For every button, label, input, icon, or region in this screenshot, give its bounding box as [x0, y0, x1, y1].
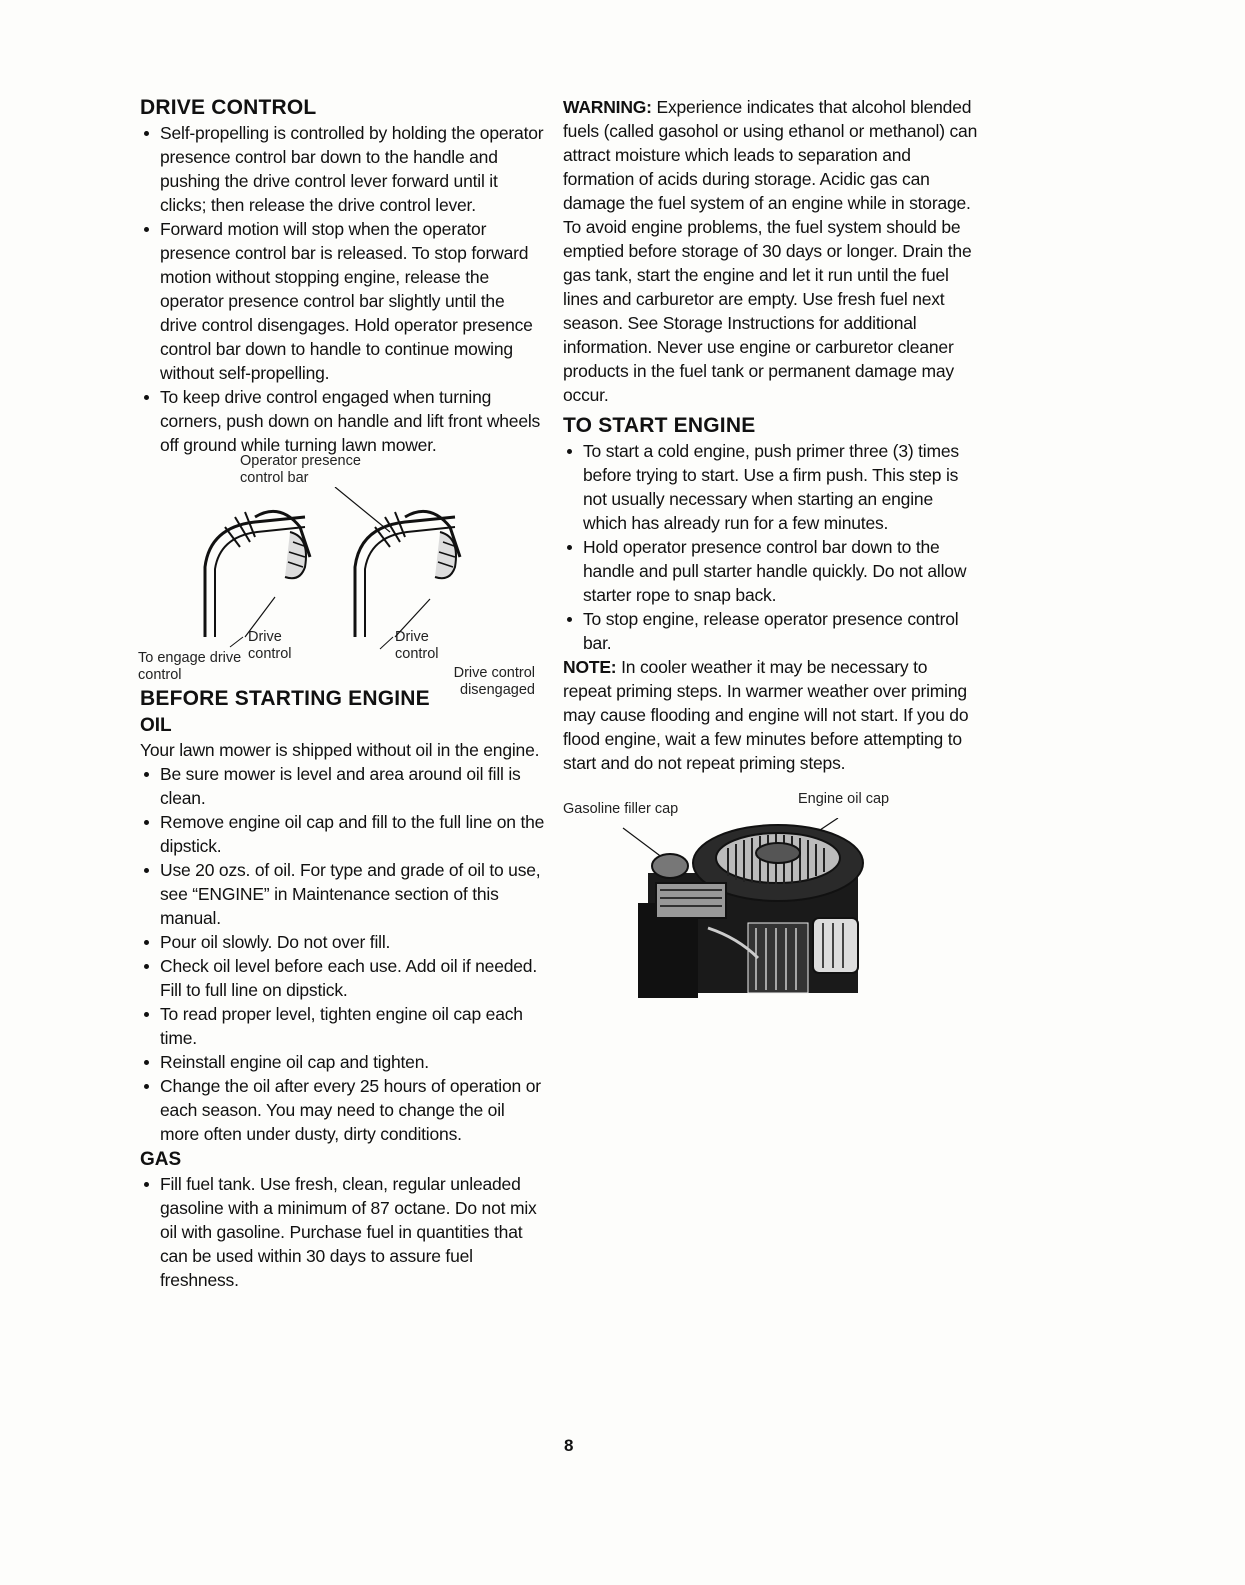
page-number: 8 — [564, 1436, 574, 1455]
gas-list — [140, 1172, 545, 1292]
drive-control-label-2: Drive control — [395, 629, 439, 662]
engine-illustration — [608, 818, 868, 1028]
drive-control-heading: DRIVE CONTROL — [140, 96, 317, 119]
list-item: Change the oil after every 25 hours of operation or each season. You may need to change the oil more often under dusty, dirty conditions. — [140, 1074, 545, 1146]
drive-control-figure — [138, 453, 545, 698]
list-item: Reinstall engine oil cap and tighten. — [140, 1050, 545, 1074]
before-starting-heading: BEFORE STARTING ENGINE — [140, 687, 430, 710]
list-item: Use 20 ozs. of oil. For type and grade of oil to use, see “ENGINE” in Maintenance section of this manual. — [140, 858, 545, 930]
oil-heading: OIL — [140, 715, 172, 736]
drive-control-label-1: Drive control — [248, 629, 292, 662]
oil-list — [140, 762, 545, 1146]
oil-intro: Your lawn mower is shipped without oil in the engine. — [140, 740, 540, 760]
mower-handle-illustration — [185, 487, 515, 667]
list-item: To start a cold engine, push primer three (3) times before trying to start. Use a firm push. This step is not usually necessary when starting an engine which has already run for a few minutes. — [563, 439, 978, 535]
operator-bar-label: Operator presence control bar — [240, 453, 361, 486]
list-item: To stop engine, release operator presence control bar. — [563, 607, 978, 655]
oil-cap-label: Engine oil cap — [798, 791, 890, 807]
drive-control-list — [140, 121, 545, 457]
note-text: In cooler weather it may be necessary to repeat priming steps. In warmer weather over priming may cause flooding and engine will not start. If you do flood engine, wait a few minutes before attempting to start and do not repeat priming steps. — [563, 657, 969, 773]
gas-cap-label: Gasoline filler cap — [563, 801, 679, 817]
gas-heading: GAS — [140, 1149, 182, 1170]
note-paragraph — [563, 655, 978, 775]
right-column — [563, 95, 978, 1023]
list-item: Self-propelling is controlled by holding the operator presence control bar down to the handle and pushing the drive control lever forward until it clicks; then release the drive control lever. — [140, 121, 545, 217]
note-label: NOTE: — [563, 657, 617, 677]
start-engine-list — [563, 439, 978, 655]
start-engine-heading: TO START ENGINE — [563, 414, 756, 437]
list-item: Pour oil slowly. Do not over fill. — [140, 930, 545, 954]
warning-paragraph — [563, 95, 978, 407]
left-column — [140, 95, 545, 1292]
list-item: To keep drive control engaged when turning corners, push down on handle and lift front wheels off ground while turning lawn mower. — [140, 385, 545, 457]
engine-figure — [563, 793, 978, 1023]
list-item: To read proper level, tighten engine oil cap each time. — [140, 1002, 545, 1050]
list-item: Remove engine oil cap and fill to the full line on the dipstick. — [140, 810, 545, 858]
list-item: Fill fuel tank. Use fresh, clean, regular unleaded gasoline with a minimum of 87 octane. Do not mix oil with gasoline. Purchase fuel in quantities that can be used within 30 days to assure fuel freshness. — [140, 1172, 545, 1292]
warning-label: WARNING: — [563, 97, 652, 117]
to-engage-label: To engage drive control — [138, 650, 242, 683]
warning-text: Experience indicates that alcohol blended fuels (called gasohol or using ethanol or methanol) can attract moisture which leads to separation and formation of acids during storage. Acidic gas can damage the fuel system of an engine while in storage. To avoid engine problems, the fuel system should be emptied before storage of 30 days or longer. Drain the gas tank, start the engine and let it run until the fuel lines and carburetor are empty. Use fresh fuel next season. See Storage Instructions for additional information. Never use engine or carburetor cleaner products in the fuel tank or permanent damage may occur. — [563, 97, 978, 405]
list-item: Hold operator presence control bar down to the handle and pull starter handle quickly. Do not allow starter rope to snap back. — [563, 535, 978, 607]
list-item: Check oil level before each use. Add oil if needed. Fill to full line on dipstick. — [140, 954, 545, 1002]
disengaged-label: Drive control disengaged — [453, 665, 535, 698]
list-item: Be sure mower is level and area around oil fill is clean. — [140, 762, 545, 810]
list-item: Forward motion will stop when the operator presence control bar is released. To stop forward motion without stopping engine, release the operator presence control bar slightly until the drive control disengages. Hold operator presence control bar down to handle to continue mowing without self-propelling. — [140, 217, 545, 385]
